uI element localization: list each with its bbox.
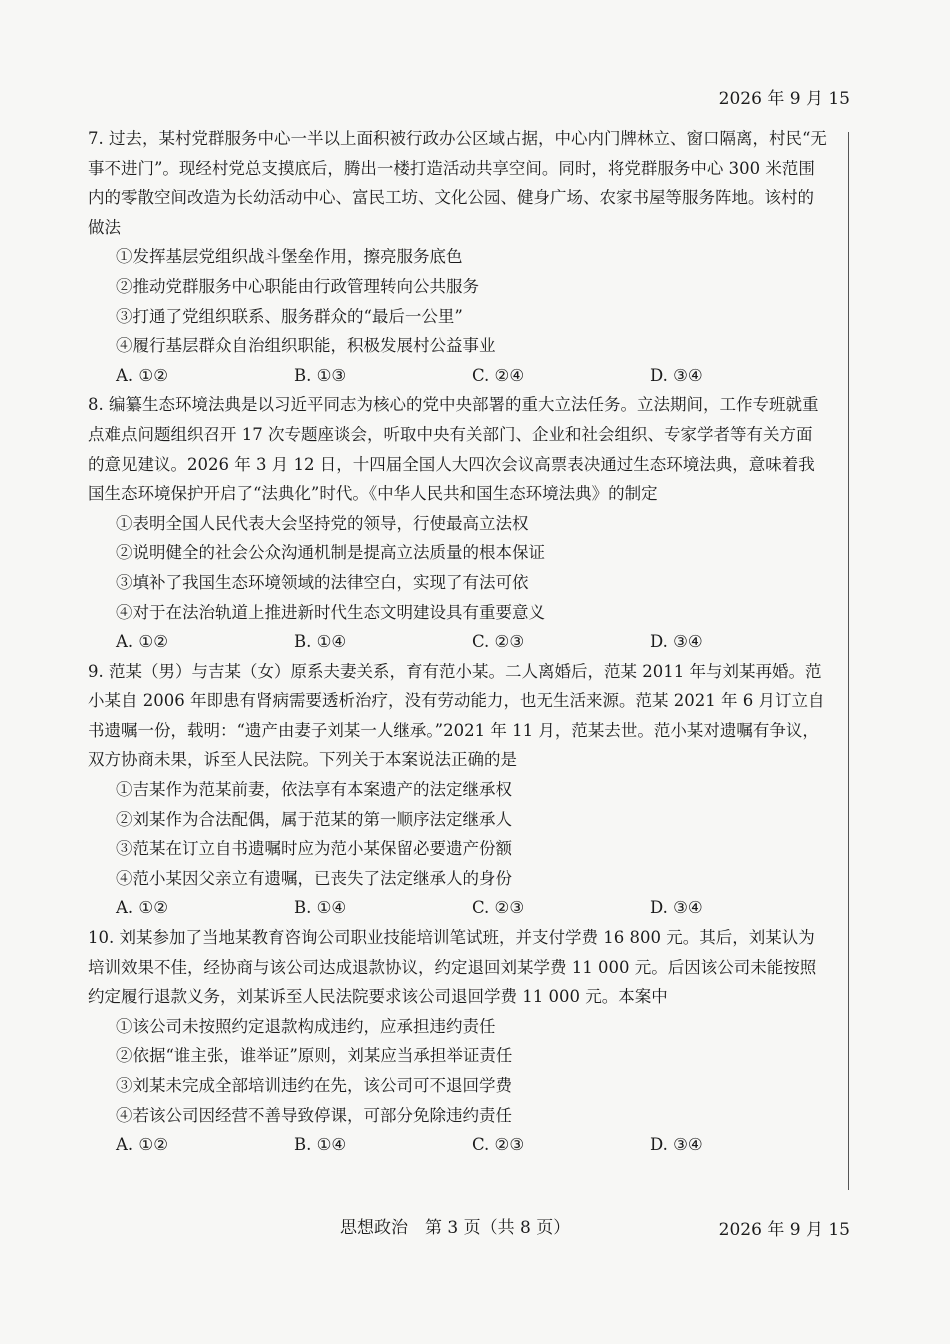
- question-10: [88, 923, 828, 1160]
- choice-a: A. ①②: [116, 632, 168, 652]
- answer-choices: [88, 627, 828, 657]
- statement: ④对于在法治轨道上推进新时代生态文明建设具有重要意义: [116, 602, 545, 622]
- statement: ③填补了我国生态环境领域的法律空白，实现了有法可依: [116, 572, 529, 592]
- answer-choices: [88, 1130, 828, 1160]
- choice-d: D. ③④: [650, 1135, 703, 1155]
- statement-list: [88, 775, 828, 893]
- margin-rule: [848, 132, 849, 1190]
- answer-choices: [88, 893, 828, 923]
- statement-list: [88, 242, 828, 360]
- footer-date: 2026 年 9 月 15: [718, 1220, 850, 1240]
- statement: ②刘某作为合法配偶，属于范某的第一顺序法定继承人: [116, 809, 512, 829]
- choice-a: A. ①②: [116, 1135, 168, 1155]
- statement: ②推动党群服务中心职能由行政管理转向公共服务: [116, 276, 479, 296]
- choice-a: A. ①②: [116, 365, 168, 385]
- statement-list: [88, 509, 828, 627]
- choice-d: D. ③④: [650, 365, 703, 385]
- question-stem: 7. 过去，某村党群服务中心一半以上面积被行政办公区域占据，中心内门牌林立、窗口隔离，村民“无事不进门”。现经村党总支摸底后，腾出一楼打造活动共享空间。同时，将党群服务中心 300 米范围内的零散空间改造为长幼活动中心、富民工坊、文化公园、健身广场、农家书屋等服务阵地。该村的做法: [88, 129, 827, 237]
- statement: ①表明全国人民代表大会坚持党的领导，行使最高立法权: [116, 513, 529, 533]
- questions-container: [88, 124, 828, 1160]
- choice-c: C. ②③: [472, 632, 525, 652]
- statement: ①该公司未按照约定退款构成违约，应承担违约责任: [116, 1016, 496, 1036]
- header-date: 2026 年 9 月 15: [718, 89, 850, 109]
- question-8: [88, 390, 828, 656]
- statement: ②依据“谁主张，谁举证”原则，刘某应当承担举证责任: [116, 1046, 513, 1066]
- statement-list: [88, 1012, 828, 1130]
- statement: ④若该公司因经营不善导致停课，可部分免除违约责任: [116, 1105, 512, 1125]
- choice-c: C. ②④: [472, 365, 525, 385]
- statement: ④范小某因父亲立有遗嘱，已丧失了法定继承人的身份: [116, 868, 512, 888]
- statement: ③范某在订立自书遗嘱时应为范小某保留必要遗产份额: [116, 839, 512, 859]
- statement: ③打通了党组织联系、服务群众的“最后一公里”: [116, 306, 463, 326]
- answer-choices: [88, 361, 828, 391]
- choice-b: B. ①④: [294, 632, 347, 652]
- statement: ①发挥基层党组织战斗堡垒作用，擦亮服务底色: [116, 247, 463, 267]
- choice-a: A. ①②: [116, 898, 168, 918]
- choice-c: C. ②③: [472, 898, 525, 918]
- question-stem: 9. 范某（男）与吉某（女）原系夫妻关系，育有范小某。二人离婚后，范某 2011 年与刘某再婚。范小某自 2006 年即患有肾病需要透析治疗，没有劳动能力，也无生活来源。范某 2021 年 6 月订立自书遗嘱一份，载明：“遗产由妻子刘某一人继承。”2021 年 11 月，范某去世。范小某对遗嘱有争议，双方协商未果，诉至人民法院。下列关于本案说法正确的是: [88, 661, 825, 770]
- statement: ①吉某作为范某前妻，依法享有本案遗产的法定继承权: [116, 780, 512, 800]
- question-stem: 8. 编纂生态环境法典是以习近平同志为核心的党中央部署的重大立法任务。立法期间，工作专班就重点难点问题组织召开 17 次专题座谈会，听取中央有关部门、企业和社会组织、专家学者等有关方面的意见建议。2026 年 3 月 12 日，十四届全国人大四次会议高票表决通过生态环境法典，意味着我国生态环境保护开启了“法典化”时代。《中华人民共和国生态环境法典》的制定: [88, 395, 819, 504]
- choice-b: B. ①③: [294, 365, 347, 385]
- choice-d: D. ③④: [650, 898, 703, 918]
- choice-c: C. ②③: [472, 1135, 525, 1155]
- question-stem: 10. 刘某参加了当地某教育咨询公司职业技能培训笔试班，并支付学费 16 800 元。其后，刘某认为培训效果不佳，经协商与该公司达成退款协议，约定退回刘某学费 11 000 元。后因该公司未能按照约定履行退款义务，刘某诉至人民法院要求该公司退回学费 11 000 元。本案中: [88, 928, 817, 1007]
- footer-page-info: 思想政治 第 3 页（共 8 页）: [340, 1218, 571, 1238]
- choice-b: B. ①④: [294, 1135, 347, 1155]
- statement: ③刘某未完成全部培训违约在先，该公司可不退回学费: [116, 1076, 512, 1095]
- statement: ②说明健全的社会公众沟通机制是提高立法质量的根本保证: [116, 543, 545, 563]
- statement: ④履行基层群众自治组织职能，积极发展村公益事业: [116, 336, 496, 356]
- question-9: [88, 657, 828, 923]
- choice-d: D. ③④: [650, 632, 703, 652]
- choice-b: B. ①④: [294, 898, 347, 918]
- question-7: [88, 124, 828, 390]
